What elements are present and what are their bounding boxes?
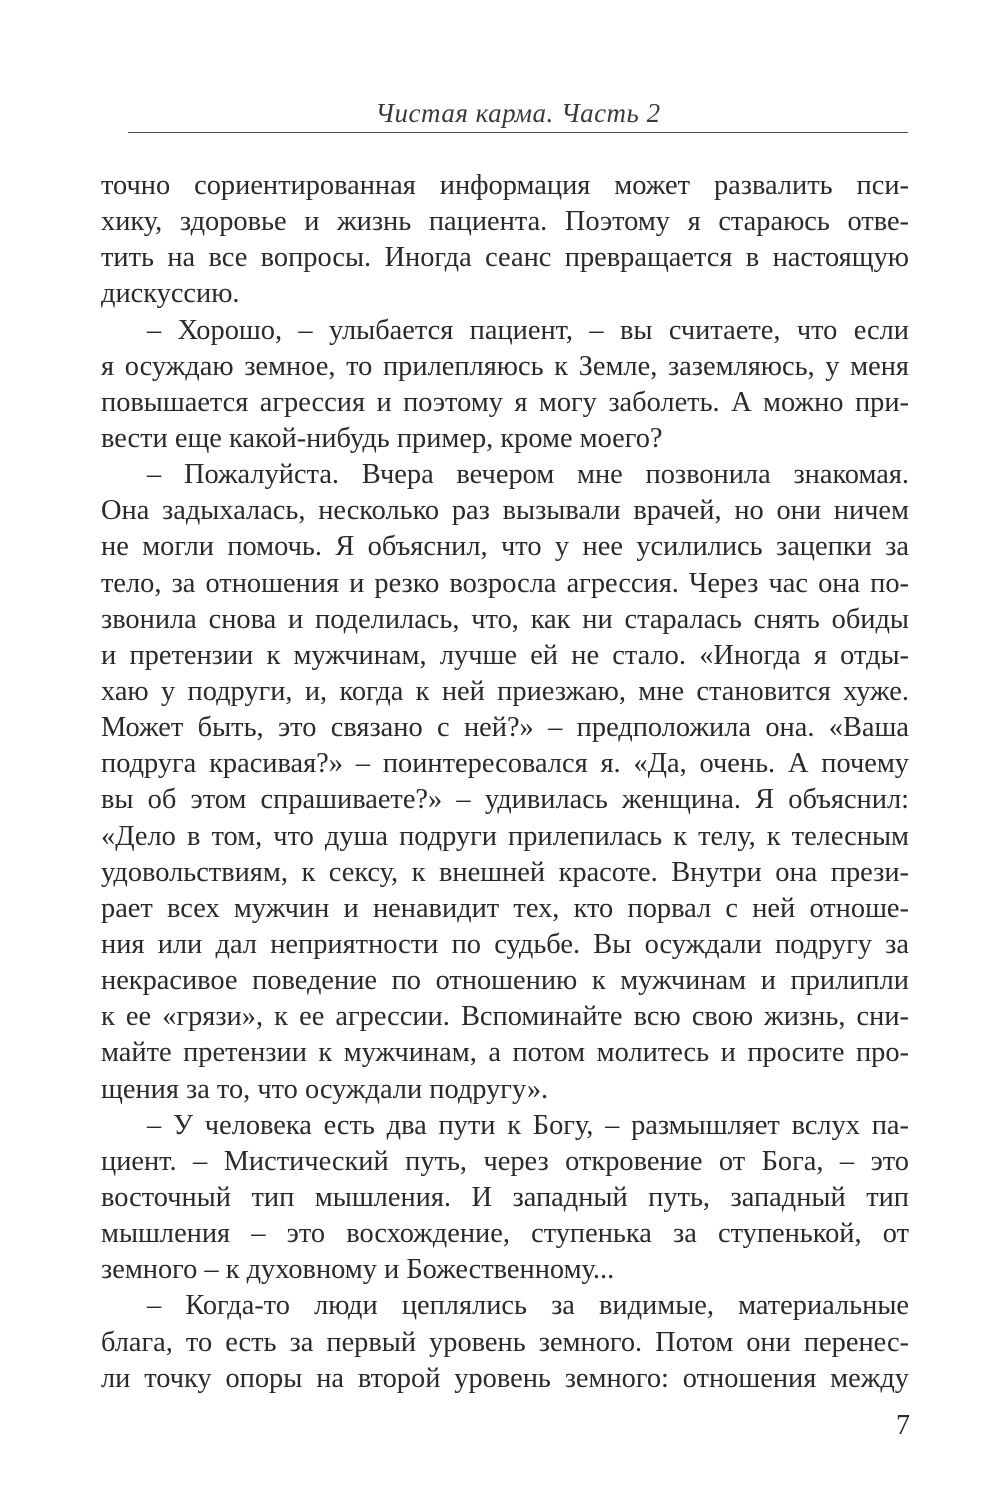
text-line: хику, здоровье и жизнь пациента. Поэтому я стараюсь отве- bbox=[101, 206, 909, 238]
paragraph-3 bbox=[101, 457, 909, 1108]
text-line: блага, то есть за первый уровень земного. Потом они перенес- bbox=[101, 1326, 909, 1358]
text-line: повышается агрессия и поэтому я могу заболеть. А можно при- bbox=[101, 386, 909, 418]
text-line: дискуссию. bbox=[101, 278, 240, 310]
text-line: щения за то, что осуждали подругу». bbox=[101, 1073, 549, 1105]
body-text bbox=[101, 168, 909, 1397]
text-line: я осуждаю земное, то прилепляюсь к Земле, заземляюсь, у меня bbox=[101, 350, 909, 382]
text-line: не могли помочь. Я объяснил, что у нее усилились зацепки за bbox=[101, 531, 909, 563]
text-line: Может быть, это связано с ней?» – предположила она. «Ваша bbox=[101, 712, 909, 744]
text-line: некрасивое поведение по отношению к мужчинам и прилипли bbox=[101, 965, 909, 997]
text-line: хаю у подруги, и, когда к ней приезжаю, мне становится хуже. bbox=[101, 675, 909, 707]
text-line: подруга красивая?» – поинтересовался я. «Да, очень. А почему bbox=[101, 748, 909, 780]
paragraph-5 bbox=[101, 1288, 909, 1396]
text-line: – Когда-то люди цеплялись за видимые, материальные bbox=[147, 1290, 909, 1322]
text-line: майте претензии к мужчинам, а потом молитесь и просите про- bbox=[101, 1037, 909, 1069]
text-line: циент. – Мистический путь, через откровение от Бога, – это bbox=[101, 1145, 909, 1177]
running-header bbox=[128, 98, 908, 133]
text-line: мышления – это восхождение, ступенька за ступенькой, от bbox=[101, 1218, 909, 1250]
paragraph-2 bbox=[101, 313, 909, 458]
text-line: – Хорошо, – улыбается пациент, – вы считаете, что если bbox=[147, 314, 909, 346]
text-line: – У человека есть два пути к Богу, – размышляет вслух па- bbox=[147, 1109, 909, 1141]
text-line: ния или дал неприятности по судьбе. Вы осуждали подругу за bbox=[101, 928, 909, 960]
header-title: Чистая карма. Часть 2 bbox=[375, 98, 661, 128]
text-line: тело, за отношения и резко возросла агрессия. Через час она по- bbox=[101, 567, 909, 599]
text-line: – Пожалуйста. Вчера вечером мне позвонила знакомая. bbox=[147, 459, 909, 491]
paragraph-1 bbox=[101, 168, 909, 313]
text-line: точно сориентированная информация может развалить пси- bbox=[101, 170, 909, 201]
text-line: рает всех мужчин и ненавидит тех, кто порвал с ней отноше- bbox=[101, 892, 909, 924]
page-number: 7 bbox=[896, 1410, 910, 1441]
text-line: звонила снова и поделилась, что, как ни старалась снять обиды bbox=[101, 603, 909, 635]
text-line: вести еще какой-нибудь пример, кроме моего? bbox=[101, 422, 663, 454]
text-line: «Дело в том, что душа подруги прилепилась к телу, к телесным bbox=[101, 820, 909, 852]
text-line: восточный тип мышления. И западный путь, западный тип bbox=[101, 1181, 909, 1213]
text-line: вы об этом спрашиваете?» – удивилась женщина. Я объяснил: bbox=[101, 784, 909, 816]
text-line: ли точку опоры на второй уровень земного: отношения между bbox=[101, 1362, 909, 1394]
text-line: удовольствиям, к сексу, к внешней красоте. Внутри она прези- bbox=[101, 856, 909, 888]
paragraph-4 bbox=[101, 1108, 909, 1289]
text-line: тить на все вопросы. Иногда сеанс превращается в настоящую bbox=[101, 242, 909, 274]
text-line: Она задыхалась, несколько раз вызывали врачей, но они ничем bbox=[101, 495, 909, 527]
text-line: земного – к духовному и Божественному... bbox=[101, 1254, 615, 1286]
text-line: к ее «грязи», к ее агрессии. Вспоминайте всю свою жизнь, сни- bbox=[101, 1001, 909, 1033]
text-line: и претензии к мужчинам, лучше ей не стало. «Иногда я отды- bbox=[101, 639, 909, 671]
